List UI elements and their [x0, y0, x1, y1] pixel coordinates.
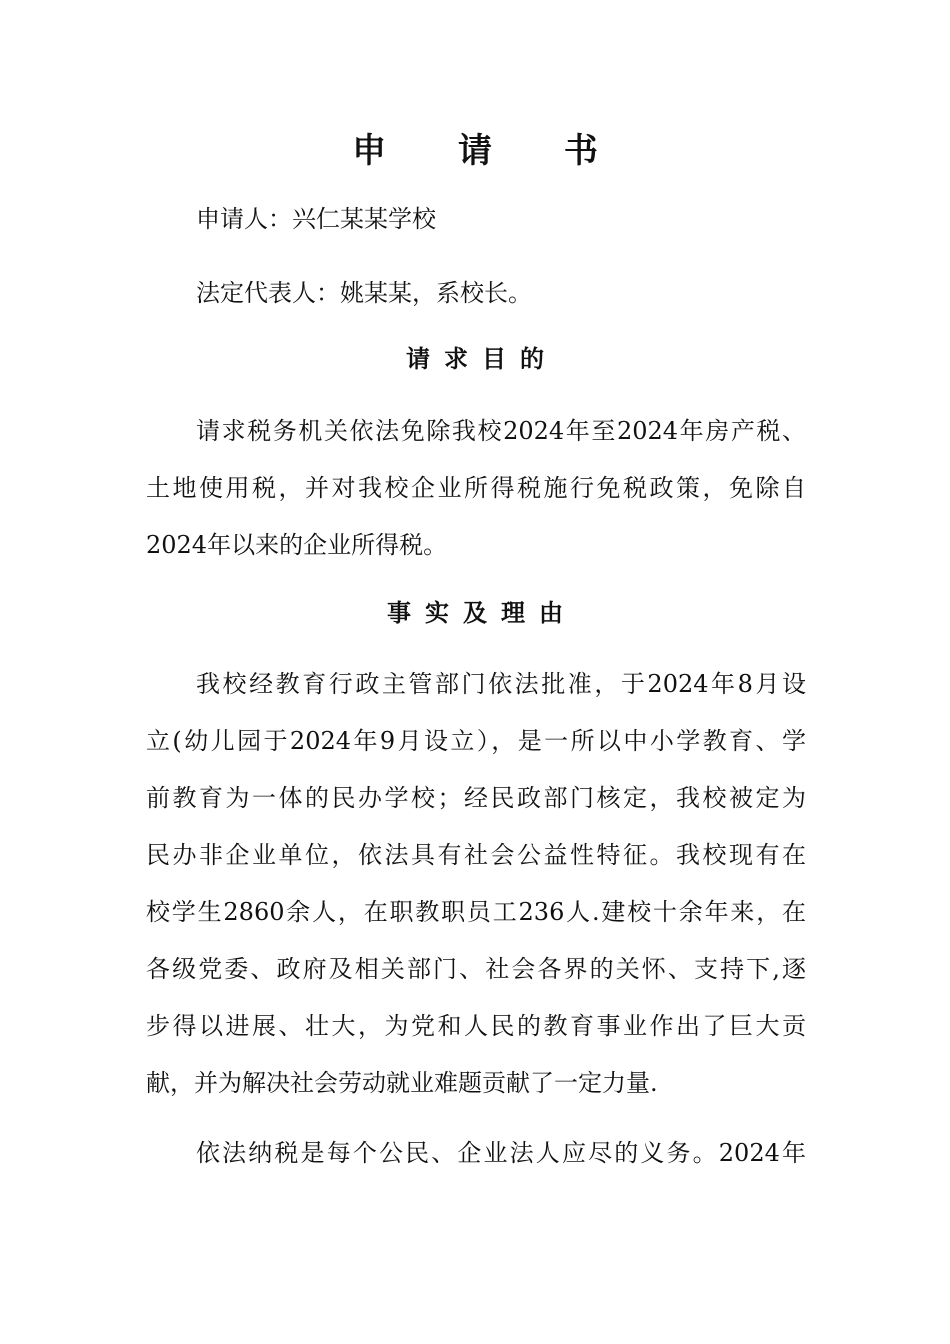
paragraph-line: 献，并为解决社会劳动就业难题贡献了一定力量. — [146, 1069, 658, 1097]
section-heading-purpose: 请求目的 — [406, 344, 558, 373]
document-title: 申 请 书 — [352, 131, 628, 171]
paragraph-line: 2024年以来的企业所得税。 — [146, 531, 448, 559]
paragraph-line: 立(幼儿园于2024年9月设立），是一所以中小学教育、学 — [146, 727, 806, 755]
section-heading-facts: 事实及理由 — [387, 598, 577, 627]
facts-paragraph-1 — [146, 656, 806, 1112]
facts-paragraph-2 — [146, 1125, 806, 1182]
paragraph-line: 请求税务机关依法免除我校2024年至2024年房产税、 — [196, 417, 806, 445]
paragraph-line: 民办非企业单位，依法具有社会公益性特征。我校现有在 — [146, 841, 806, 869]
paragraph-line: 依法纳税是每个公民、企业法人应尽的义务。2024年 — [196, 1139, 806, 1167]
purpose-paragraph — [146, 403, 806, 574]
paragraph-line: 前教育为一体的民办学校；经民政部门核定，我校被定为 — [146, 784, 806, 812]
paragraph-line: 各级党委、政府及相关部门、社会各界的关怀、支持下,逐 — [146, 955, 806, 983]
paragraph-line: 我校经教育行政主管部门依法批准，于2024年8月设 — [196, 670, 806, 698]
paragraph-line: 校学生2860余人，在职教职员工236人.建校十余年来，在 — [146, 898, 806, 926]
paragraph-line: 土地使用税，并对我校企业所得税施行免税政策，免除自 — [146, 474, 806, 502]
paragraph-line: 步得以进展、壮大，为党和人民的教育事业作出了巨大贡 — [146, 1012, 806, 1040]
legal-representative-line: 法定代表人：姚某某，系校长。 — [196, 279, 532, 307]
applicant-line: 申请人：兴仁某某学校 — [196, 205, 436, 233]
